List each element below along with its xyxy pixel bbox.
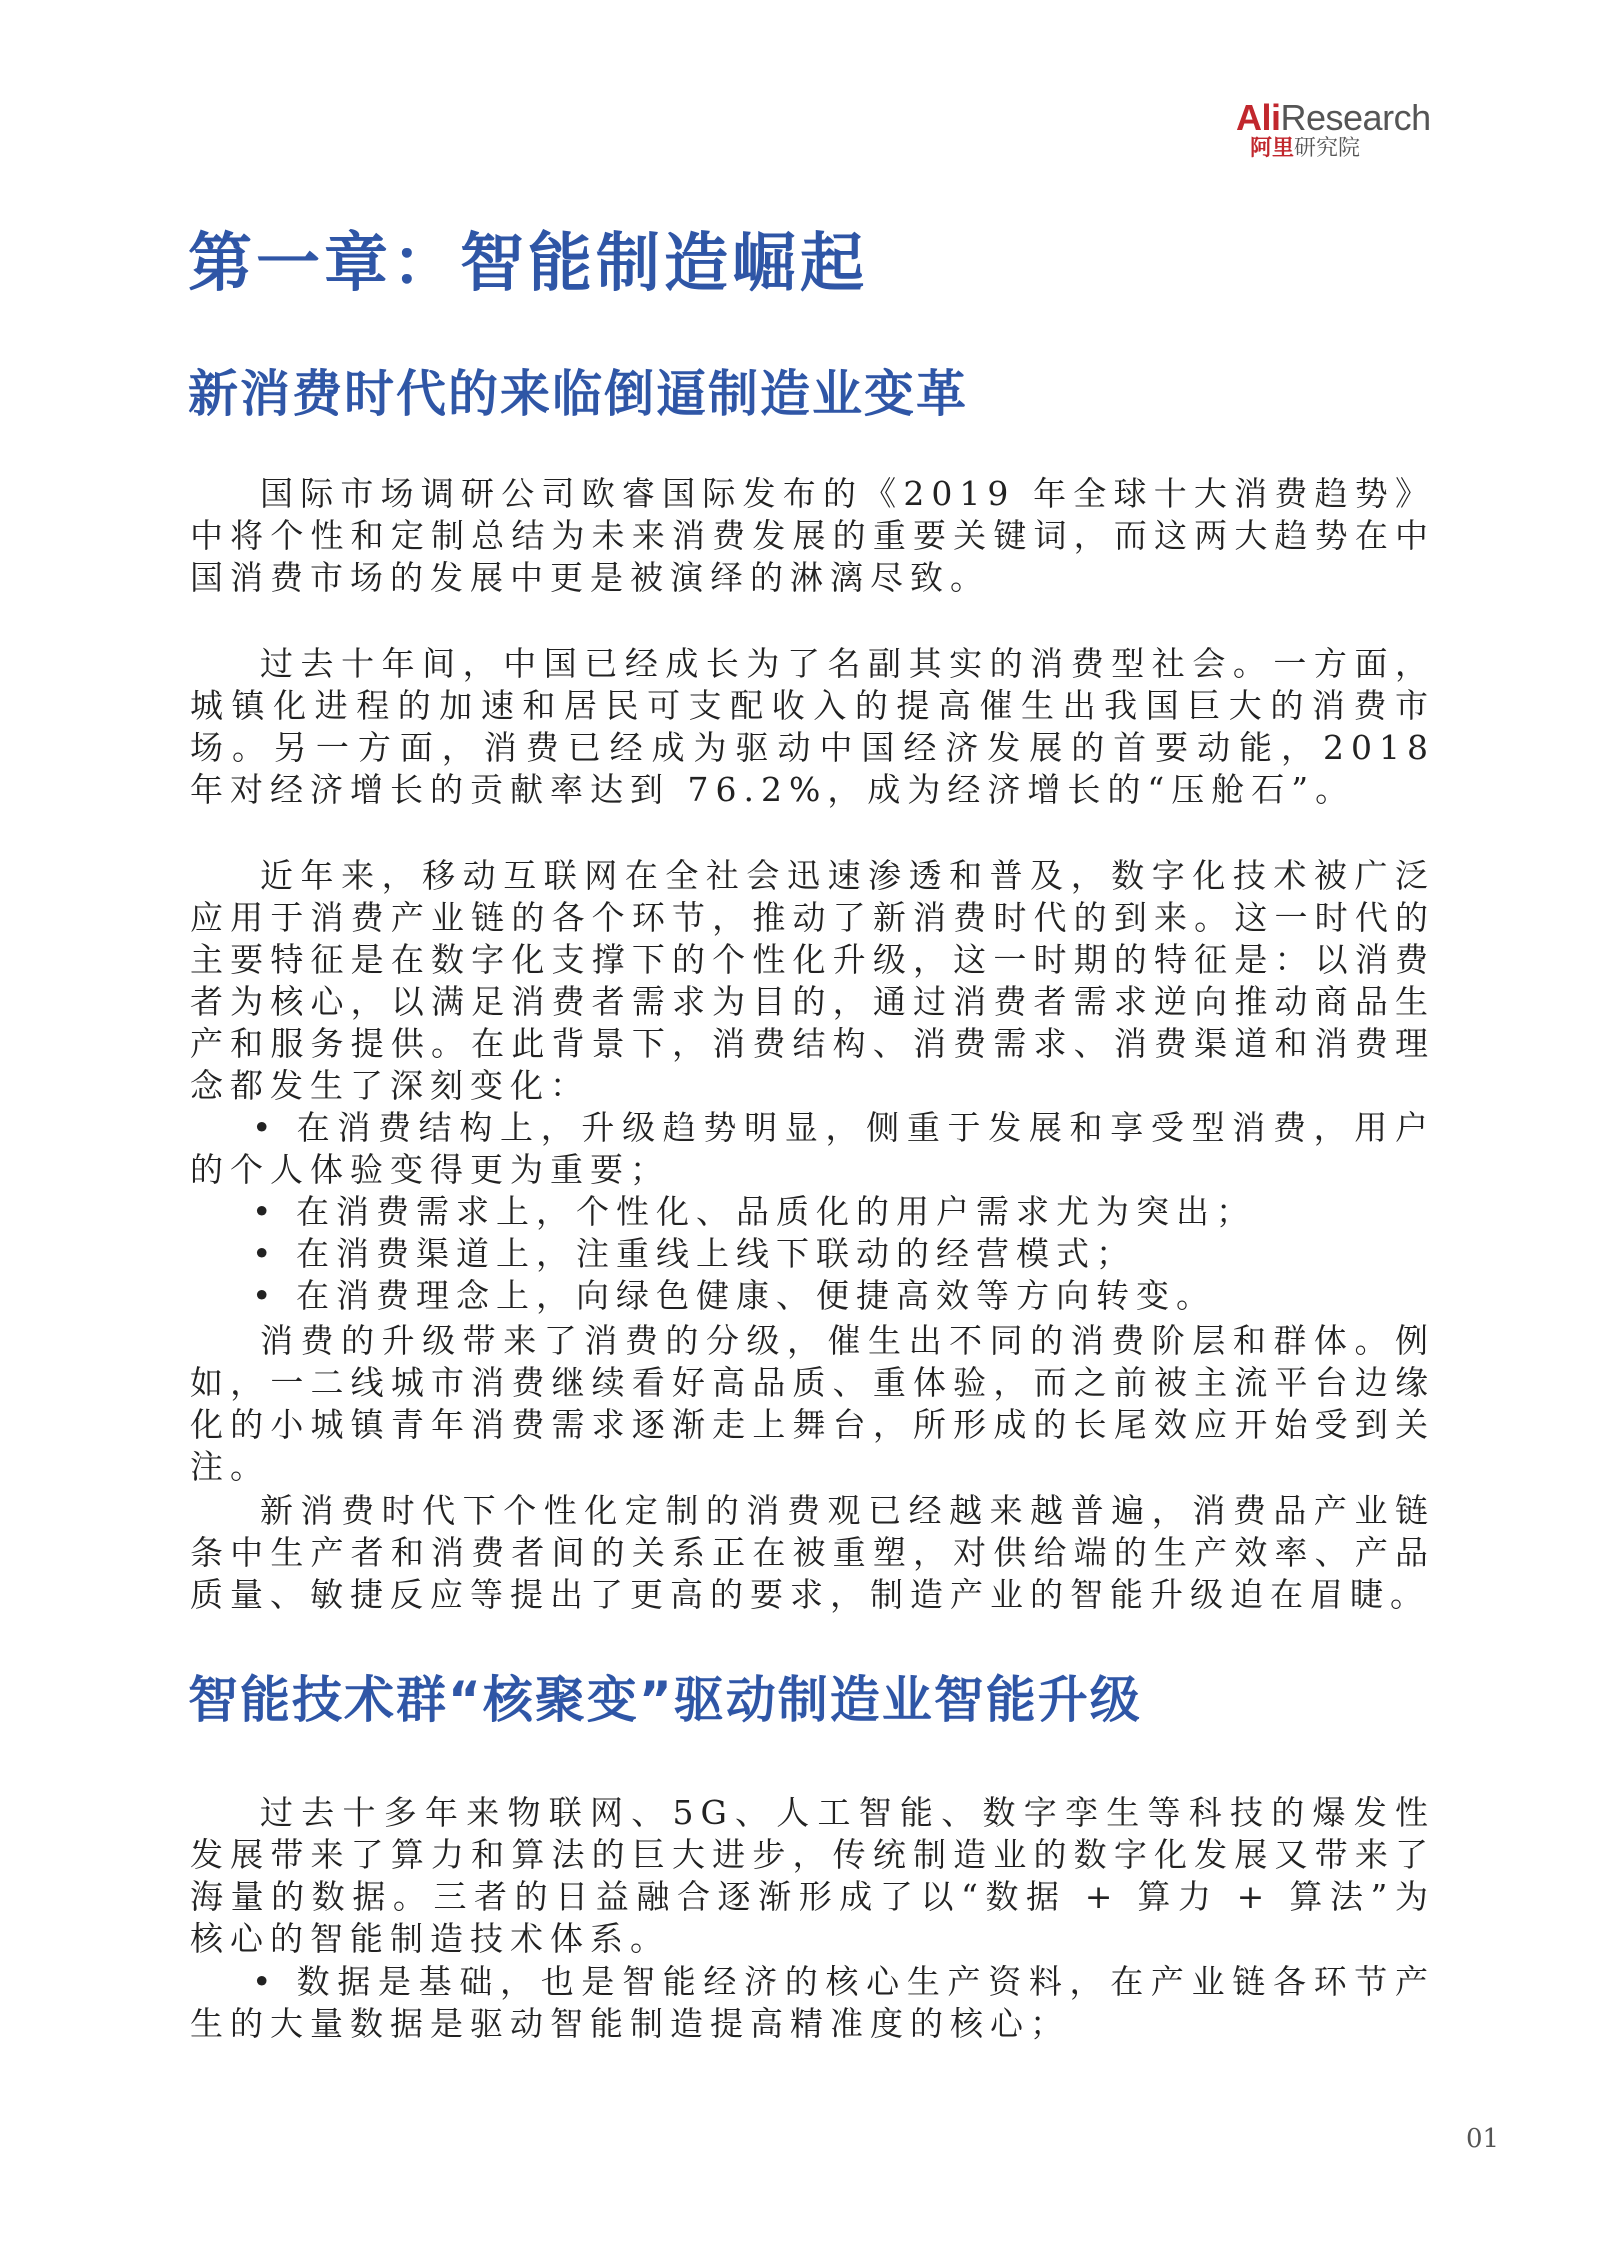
bullet-item: • 在消费结构上，升级趋势明显，侧重于发展和享受型消费，用户的个人体验变得更为重要； — [190, 1108, 1435, 1189]
bullet-item: • 在消费渠道上，注重线上线下联动的经营模式； — [252, 1234, 1136, 1273]
paragraph-text: 近年来，移动互联网在全社会迅速渗透和普及，数字化技术被广泛应用于消费产业链的各个环节，推动了新消费时代的到来。这一时代的主要特征是在数字化支撑下的个性化升级，这一时期的特征是：以消费者为核心，以满足消费者需求为目的，通过消费者需求逆向推动商品生产和服务提供。在此背景下，消费结构、消费需求、消费渠道和消费理念都发生了深刻变化： — [190, 856, 1435, 1105]
paragraph-7 — [190, 1961, 1435, 2045]
paragraph-1 — [190, 473, 1435, 599]
paragraph-text: 过去十多年来物联网、5G、人工智能、数字孪生等科技的爆发性发展带来了算力和算法的巨大进步，传统制造业的数字化发展又带来了海量的数据。三者的日益融合逐渐形成了以“数据 + 算力 + 算法”为核心的智能制造技术体系。 — [190, 1793, 1435, 1958]
bullet-item: • 在消费需求上，个性化、品质化的用户需求尤为突出； — [252, 1192, 1256, 1231]
bullet-item: • 在消费理念上，向绿色健康、便捷高效等方向转变。 — [252, 1276, 1216, 1315]
logo-brand-rest: Research — [1280, 97, 1431, 138]
bullet-item: • 数据是基础，也是智能经济的核心生产资料，在产业链各环节产生的大量数据是驱动智能制造提高精准度的核心； — [190, 1962, 1435, 2043]
section-heading-1: 新消费时代的来临倒逼制造业变革 — [188, 365, 968, 423]
logo-brand-bold: Ali — [1236, 97, 1281, 138]
section-heading-2: 智能技术群“核聚变”驱动制造业智能升级 — [188, 1671, 1142, 1729]
aliresearch-logo — [1236, 97, 1436, 162]
paragraph-3 — [190, 855, 1435, 1317]
paragraph-4 — [190, 1320, 1435, 1488]
chapter-title: 第一章：智能制造崛起 — [188, 227, 868, 301]
page-number: 01 — [1466, 2124, 1500, 2154]
logo-cn-rest: 研究院 — [1294, 136, 1361, 161]
paragraph-2 — [190, 643, 1435, 811]
logo-chinese — [1250, 136, 1436, 162]
paragraph-text: 过去十年间，中国已经成长为了名副其实的消费型社会。一方面，城镇化进程的加速和居民可支配收入的提高催生出我国巨大的消费市场。另一方面，消费已经成为驱动中国经济发展的首要动能，2018 年对经济增长的贡献率达到 76.2%，成为经济增长的“压舱石”。 — [190, 644, 1435, 809]
paragraph-6 — [190, 1792, 1435, 1960]
paragraph-text: 国际市场调研公司欧睿国际发布的《2019 年全球十大消费趋势》中将个性和定制总结为未来消费发展的重要关键词，而这两大趋势在中国消费市场的发展中更是被演绎的淋漓尽致。 — [190, 474, 1435, 597]
paragraph-text: 新消费时代下个性化定制的消费观已经越来越普遍，消费品产业链条中生产者和消费者间的关系正在被重塑，对供给端的生产效率、产品质量、敏捷反应等提出了更高的要求，制造产业的智能升级迫在眉睫。 — [190, 1491, 1435, 1614]
logo-english — [1236, 97, 1436, 138]
logo-cn-bold: 阿里 — [1250, 136, 1295, 161]
paragraph-5 — [190, 1490, 1435, 1616]
paragraph-text: 消费的升级带来了消费的分级，催生出不同的消费阶层和群体。例如，一二线城市消费继续看好高品质、重体验，而之前被主流平台边缘化的小城镇青年消费需求逐渐走上舞台，所形成的长尾效应开始受到关注。 — [190, 1321, 1435, 1486]
